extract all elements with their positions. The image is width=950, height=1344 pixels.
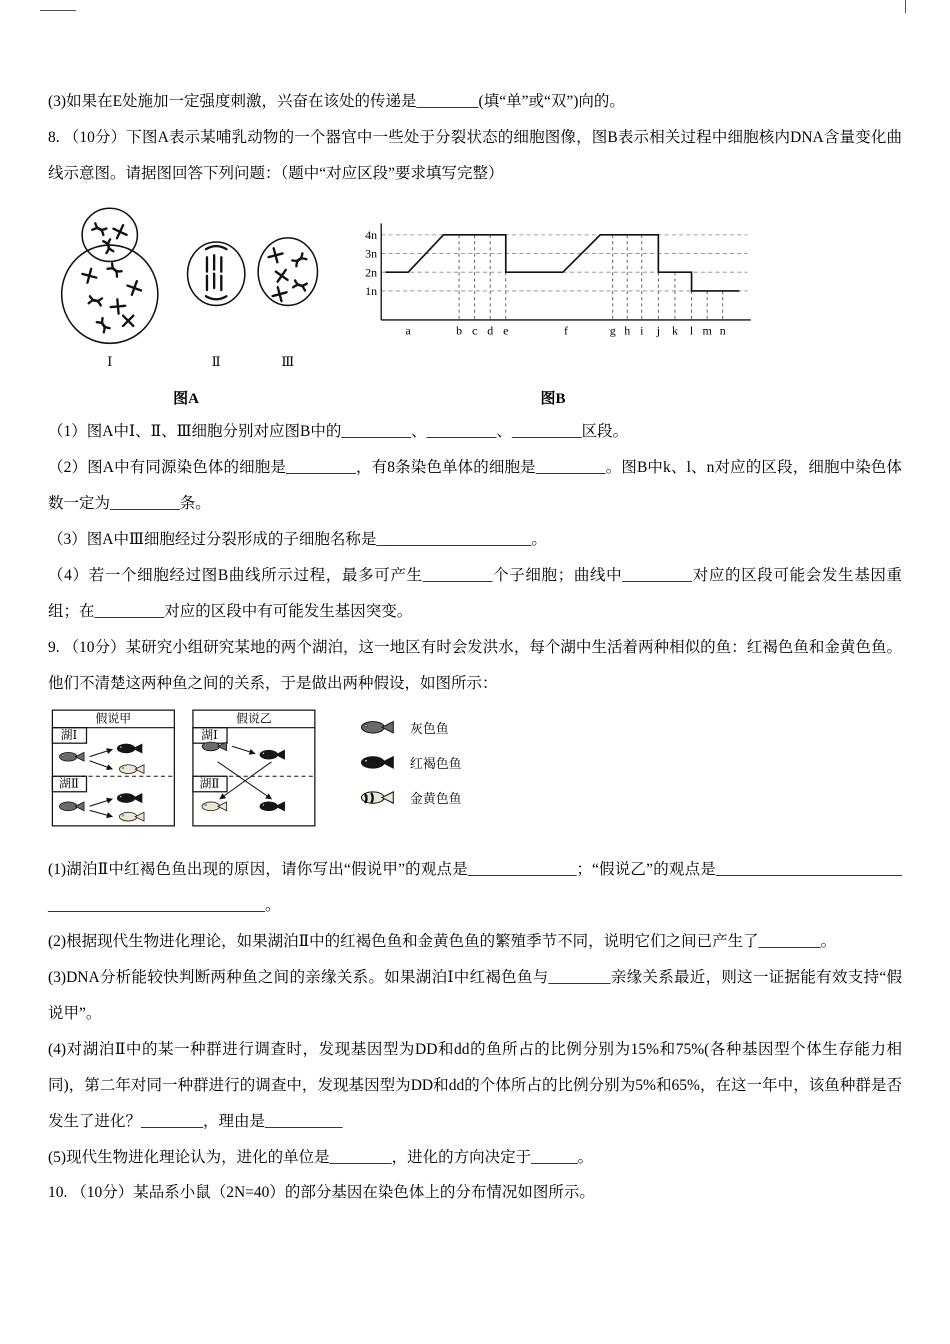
question-9-intro: 9. （10分）某研究小组研究某地的两个湖泊，这一地区有时会发洪水，每个湖中生活着两种相似的鱼：红褐色鱼和金黄色鱼。他们不清楚这两种鱼之间的关系，于是做出两种假设，如图所示： (48, 639, 902, 692)
fish-hypothesis-diagram (50, 706, 495, 830)
figure-b-caption: 图B (540, 390, 566, 407)
ytick-4n: 4n (365, 227, 378, 242)
hyp-b-lake2-label: 湖Ⅱ (199, 776, 220, 791)
figure-9 (50, 706, 902, 844)
question-9-sub-3: (3)DNA分析能较快判断两种鱼之间的亲缘关系。如果湖泊Ⅰ中红褐色鱼与________亲缘关系最近，则这一证据能有效支持“假说甲”。 (48, 968, 902, 1022)
redbrown-fish-icon (117, 794, 142, 803)
x-axis-labels (406, 323, 726, 337)
question-8-sub-2: （2）图A中有同源染色体的细胞是_________，有8条染色单体的细胞是_________。图B中k、l、n对应的区段，细胞中染色体数一定为_________条。 (48, 459, 902, 513)
ytick-3n: 3n (365, 246, 378, 261)
cell-2-label: Ⅱ (211, 353, 221, 369)
redbrown-fish-icon (260, 802, 285, 811)
cell-1-label: Ⅰ (107, 353, 113, 369)
xtick-g: g (609, 323, 616, 338)
golden-fish-icon (202, 802, 227, 811)
xtick-j: j (656, 323, 661, 338)
xtick-e: e (503, 323, 509, 338)
hypothesis-a-title: 假说甲 (95, 711, 132, 726)
question-10-intro: 10. （10分）某品系小鼠（2N=40）的部分基因在染色体上的分布情况如图所示。 (48, 1184, 595, 1202)
question-8-sub-3: （3）图A中Ⅲ细胞经过分裂形成的子细胞名称是____________________。 (48, 531, 547, 549)
ytick-2n: 2n (365, 265, 378, 280)
cell-3 (258, 238, 317, 306)
gray-fish-icon (59, 752, 84, 761)
hyp-a-lake2-label: 湖Ⅱ (58, 776, 79, 791)
gray-fish-icon (59, 802, 84, 811)
hypothesis-b-title: 假说乙 (236, 711, 272, 726)
cell-1 (62, 208, 158, 343)
ytick-1n: 1n (365, 283, 378, 298)
hyp-a-lake1-label: 湖Ⅰ (60, 728, 78, 743)
vertical-guides (459, 235, 723, 320)
figure-8a (50, 198, 322, 410)
xtick-a: a (405, 323, 411, 338)
question-8-sub-4: （4）若一个细胞经过图B曲线所示过程，最多可产生_________个子细胞；曲线中_________对应的区段可能会发生基因重组；在_________对应的区段中有可能发生基因突变。 (48, 567, 902, 621)
question-8-sub-1: （1）图A中Ⅰ、Ⅱ、Ⅲ细胞分别对应图B中的_________、_________、_________区段。 (48, 423, 629, 441)
hyp-b-lake1-label: 湖Ⅰ (201, 728, 218, 743)
question-9-sub-2: (2)根据现代生物进化理论，如果湖泊Ⅱ中的红褐色鱼和金黄色鱼的繁殖季节不同，说明它们之间已产生了________。 (48, 932, 837, 950)
xtick-h: h (624, 323, 631, 338)
question-8-intro: 8. （10分）下图A表示某哺乳动物的一个器官中一些处于分裂状态的细胞图像，图B表示相关过程中细胞核内DNA含量变化曲线示意图。请据图回答下列问题：（题中“对应区段”要求填写完整） (48, 128, 902, 182)
cell-3-label: Ⅲ (281, 353, 295, 369)
gray-fish-icon (361, 722, 393, 733)
legend-redbrown-fish-label: 红褐色鱼 (409, 755, 462, 771)
legend-gray-fish-label: 灰色鱼 (409, 720, 449, 736)
crop-mark-top-left (40, 10, 76, 11)
dna-content-chart (348, 213, 758, 374)
hypothesis-b-box (193, 710, 315, 826)
figure-8 (50, 198, 902, 410)
xtick-i: i (640, 323, 644, 338)
redbrown-fish-icon (117, 744, 142, 753)
cell-division-diagram (50, 198, 322, 374)
dna-curve (385, 235, 739, 291)
question-9-sub-1: (1)湖泊Ⅱ中红褐色鱼出现的原因，请你写出“假说甲”的观点是______________；“假说乙”的观点是____________________________________________________。 (48, 860, 902, 914)
xtick-n: n (719, 323, 726, 338)
xtick-d: d (487, 323, 494, 338)
hypothesis-a-box (52, 710, 174, 826)
fish-legend (361, 721, 461, 806)
cell-2 (188, 242, 245, 305)
xtick-b: b (456, 323, 463, 338)
crop-mark-top-right (905, 0, 906, 13)
question-9-sub-4: (4)对湖泊Ⅱ中的某一种群进行调查时，发现基因型为DD和dd的鱼所占的比例分别为15%和75%(各种基因型个体生存能力相同)，第二年对同一种群进行的调查中，发现基因型为DD和dd的个体所占的比例分别为5%和65%，在这一年中，该鱼种群是否发生了进化？________，理由是__________ (48, 1040, 902, 1130)
xtick-l: l (689, 323, 694, 338)
figure-a-caption: 图A (173, 390, 199, 407)
xtick-c: c (471, 323, 478, 338)
xtick-m: m (702, 323, 712, 338)
redbrown-fish-icon (260, 750, 285, 759)
figure-8b (348, 213, 758, 410)
xtick-f: f (563, 323, 568, 338)
question-9-sub-5: (5)现代生物进化理论认为，进化的单位是________，进化的方向决定于______。 (48, 1148, 594, 1166)
golden-fish-icon (119, 812, 144, 821)
xtick-k: k (671, 323, 678, 338)
question-7-sub-3: (3)如果在E处施加一定强度刺激，兴奋在该处的传递是________(填“单”或“双”)向的。 (48, 93, 625, 110)
redbrown-fish-icon (361, 757, 393, 768)
legend-golden-fish-label: 金黄色鱼 (409, 791, 462, 807)
golden-fish-icon (119, 765, 144, 774)
